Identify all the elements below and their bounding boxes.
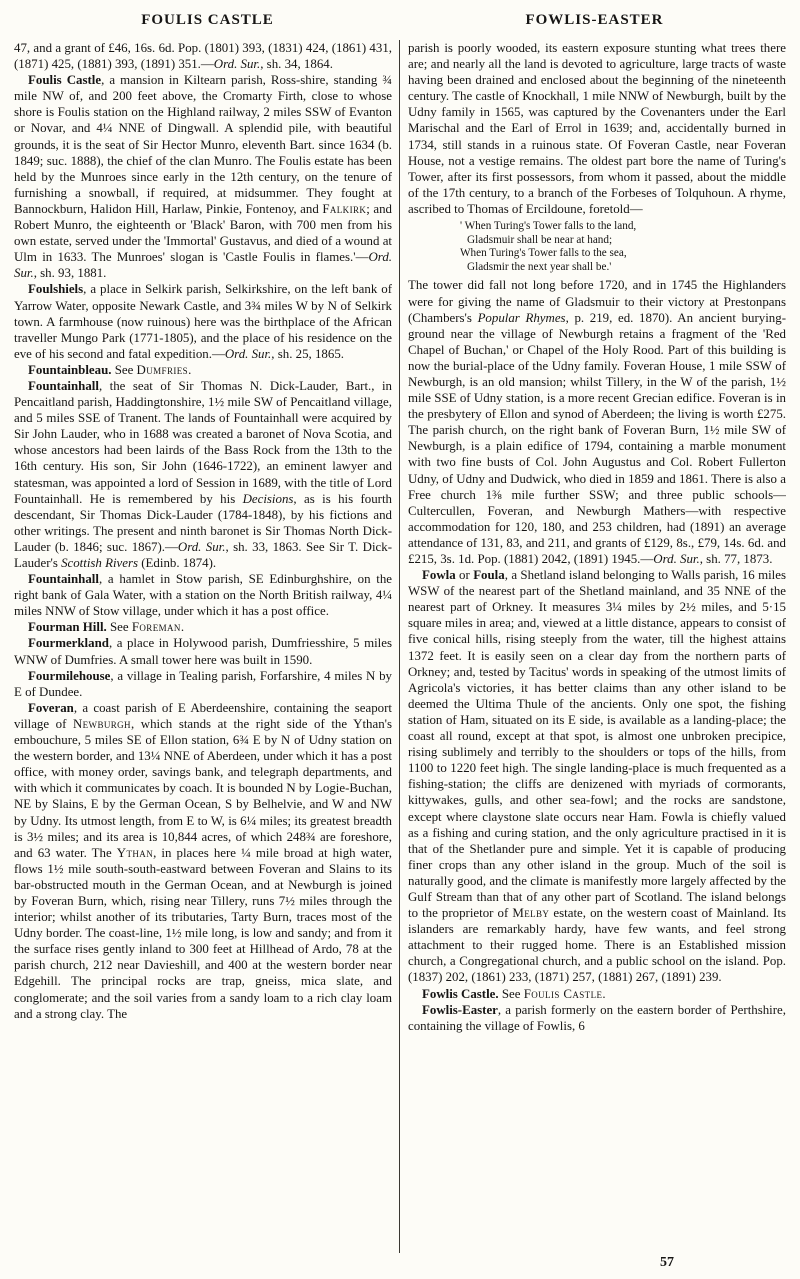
entry-headword: Fowlis Castle. [422,986,499,1001]
cross-reference: Newburgh [72,716,131,731]
running-head-left: FOULIS CASTLE [141,12,274,28]
body-text: See [106,620,132,635]
body-text: , a village in Tealing parish, Forfarshire, 4 miles N by E of Dundee. [14,668,392,699]
entry-headword: Foveran [28,700,74,715]
body-text: or [455,568,474,583]
body-text: Ord. Sur. [653,552,700,566]
entry-headword: Foula [473,568,505,583]
body-text: , the seat of Sir Thomas N. Dick-Lauder, Bart., in Pencaitland parish, Haddingtonshire, 1½ mile SW of Pencaitland village, and 5 miles SSE of Tranent. The lands of Fountainhall were acquired by Sir John Lauder, who in 1688 was created a baronet of Nova Scotia, and whose ancestors had been lairds of the Bass Rock from the 13th to the 16th century. His son, Sir John (1646-1722), an eminent lawyer and statesman, was appointed a lord of Session in 1689, with the title of Lord Fountainhall. He is remembered by his [14,378,392,506]
left-column [14,40,392,1253]
running-heads [14,12,788,29]
entry-headword: Fountainhall [28,572,99,587]
entry-headword: Fourmerkland [28,636,109,651]
entry-paragraph [14,72,392,281]
entry-paragraph [408,1002,786,1034]
verse-line: When Turing's Tower falls to the sea, [460,247,627,260]
cross-reference: Foreman [131,620,181,635]
body-text: . [602,986,606,1001]
body-text: , a hamlet in Stow parish, SE Edinburghshire, on the right bank of Gala Water, with a station on the North British railway, 4¼ miles NNW of Stow village, under which it has a post office. [14,572,392,619]
verse-line: ' When Turing's Tower falls to the land, [460,220,637,233]
entry-paragraph [14,378,392,571]
body-text: Ord. Sur. [177,539,226,554]
body-text: Ord. Sur. [224,346,272,361]
entry-headword: Fountainhall [28,378,99,393]
entry-paragraph [14,668,392,700]
entry-paragraph [14,362,392,378]
body-text: See [498,986,524,1001]
entry-headword: Foulis Castle [28,73,102,88]
body-text: estate, on the western coast of Mainland. Its islanders are remarkably hardy, have few wants, and feel strong attachment to their rugged home. There is an Established mission church, a Congregational church, and a public school on the island. Pop. (1837) 202, (1861) 233, (1871) 257, (1881) 267, (1891) 239. [408,906,786,985]
entry-paragraph [14,635,392,667]
body-text: Decisions [242,491,294,506]
entry-headword: Fourman Hill. [28,620,107,635]
body-text: , which stands at the right side of the Ythan's embouchure, 5 miles SE of Ellon station, 6¾ E by N of Udny station on the western border, and 13¼ NNE of Aberdeen, under which it has a post office, with money order, savings bank, and telegraph departments, and with which it communicates by coach. It is bounded N by Logie-Buchan, NE by Slains, E by the German Ocean, S by Belhelvie, and W and NW by Udny. Its utmost length, from E to W, is 6¼ miles; its greatest breadth is 3½ miles; and its area is 10,844 acres, of which 248¾ are foreshore, and 63 water. The [14,716,392,860]
cross-reference: Falkirk [322,201,367,216]
body-text: Ord. Sur. [14,250,392,281]
body-text: , a coast parish of E Aberdeenshire, containing the seaport village of [14,700,392,731]
continuation-paragraph [14,40,392,72]
cross-reference: Melby [512,906,550,921]
body-text: ; and Robert Munro, the eighteenth or 'Black' Baron, with 700 men from his own estate, served under the 'Immortal' Gustavus, and died of a wound at Ulm in 1633. The Munroes' slogan is 'Castle Foulis in flames.'— [14,201,392,265]
cross-reference: Foulis Castle [523,986,603,1001]
entry-headword: Foulshiels [28,282,84,297]
body-text: , a parish formerly on the eastern border of Perthshire, containing the village of Fowlis, 6 [408,1002,786,1033]
body-text: , sh. 33, 1863. See Sir T. Dick-Lauder's [14,539,392,570]
entry-headword: Fourmilehouse [28,668,111,683]
column-divider-rule [399,40,400,1253]
cross-reference: Ythan [116,845,154,860]
body-text: , sh. 34, 1864. [260,57,333,72]
rhyme-verse [460,220,786,274]
body-text: , sh. 93, 1881. [33,266,107,281]
entry-paragraph [14,571,392,619]
body-text: (Edinb. 1874). [138,556,217,570]
body-text: , as is his fourth descendant, Sir Thomas Dick-Lauder (1784-1848), by his fictions and other writings. The present and ninth baronet is Sir Thomas North Dick-Lauder (b. 1846; suc. 1867).— [14,491,392,554]
right-column [408,40,786,1253]
continuation-paragraph [408,277,786,567]
entry-paragraph [14,281,392,361]
body-text: parish is poorly wooded, its eastern exposure stunting what trees there are; and nearly all the land is devoted to agriculture, large tracts of waste having been drained and enclosed about the beginning of the nineteenth century. The castle of Knockhall, 1 mile NNW of Newburgh, built by the Udny family in 1565, was captured by the Covenanters under the Earl Marischal and the Earl of Errol in 1639; and, accidentally burned in 1734, still stands in a ruinous state. Of Foveran Castle, near Foveran House, not a vestige remains. The oldest part bore the name of Turing's Tower, after its first possessors, from whom it passed, about the middle of the 17th century, to a branch of the Forbeses of Tolquhoun. A rhyme, ascribed to Thomas of Ercildoune, foretold— [408,41,786,216]
body-text: . [180,620,185,635]
page-number: 57 [660,1255,674,1270]
entry-paragraph [14,700,392,1022]
running-head-right: FOWLIS-EASTER [525,12,664,28]
verse-line: Gladsmuir shall be near at hand; [467,233,613,246]
text-columns [14,40,788,1253]
cross-reference: Dumfries [136,362,189,377]
body-text: , a place in Selkirk parish, Selkirkshire, on the left bank of Yarrow Water, opposite Newark Castle, and 3¾ miles W by N of Selkirk town. A farmhouse (now ruinous) here was the birthplace of the African traveller Mungo Park (1771-1805), and the place of his residence on the eve of his second and fatal expedition.— [14,282,392,361]
verse-line: Gladsmir the next year shall be.' [467,260,612,273]
entry-paragraph [408,567,786,985]
body-text: . [188,362,192,377]
entry-paragraph [408,986,786,1002]
body-text: , a mansion in Kiltearn parish, Ross-shire, standing ¾ mile NW of, and 200 feet above, the Cromarty Firth, close to whose shore is Foulis station on the Highland railway, 2 miles SSW of Evanton or Novar, and 4¼ NNE of Dingwall. A splendid pile, with beautiful grounds, it is the seat of Sir Hector Munro, eleventh Bart. since 1634 (b. 1849; suc. 1888), the chief of the clan Munro. The Foulis estate has been held by the Munroes since early in the 12th century, on the tenure of furnishing a snowball, if required, at midsummer. They fought at Bannockburn, Halidon Hill, Harlaw, Pinkie, Fontenoy, and [14,73,392,216]
body-text: 47, and a grant of £46, 16s. 6d. Pop. (1801) 393, (1831) 424, (1861) 431, (1871) 425, (1881) 393, (1891) 351.— [14,41,392,72]
continuation-paragraph [408,40,786,217]
body-text: , in places here ¼ mile broad at high water, flows 1½ mile south-south-eastward between Foveran and Slains to its bar-obstructed mouth in the German Ocean, and at Newburgh is joined by Foveran Burn, which, rising near Tillery, runs 7½ miles through the interior; whilst another of its tributaries, Tarty Burn, traces most of the Udny border. The coast-line, 1½ mile long, is low and sandy; and from it the surface rises gently inland to 300 feet at Hillhead of Ardo, 78 at the parish church, 212 near Davieshill, and 400 at the western border near Edgehill. The principal rocks are trap, gneiss, mica slate, and conglomerate; and the soil varies from a sandy loam to a rich clay loam and a strong clay. The [14,845,392,1021]
body-text: Scottish Rivers [61,556,139,570]
body-text: , p. 219, ed. 1870). An ancient burying-ground near the village of Newburgh retains a fragment of the 'Red Chapel of Buchan,' or Chapel of the Holy Rood. Part of this building is now the burial-place of the Udny family. Foveran House, 1 mile SSW of Newburgh, is an old mansion; whilst Tillery, in the W of the parish, 1½ mile SSE of Udny station, is a more recent Grecian edifice. Foveran is in the presbytery of Ellon and synod of Aberdeen; the living is worth £275. The parish church, on the right bank of Foveran Burn, 1½ mile SW of Newburgh, is a plain edifice of 1794, containing a marble monument with two fine busts of Col. John Augustus and Col. Robert Fullerton Udny, of Udny and Dudwick, who died in 1859 and 1861. There is also a Free church 1⅜ mile further SSW; and three public schools—Cultercullen, Foveran, and Newburgh Mathers—with respective accommodation for 120, 180, and 253 children, had (1891) an average attendance of 131, 83, and 211, and grants of £129, 8s., £79, 14s. 6d. and £215, 3s. 1d. Pop. (1881) 2042, (1891) 1945.— [408,310,786,566]
entry-headword: Fowlis-Easter [422,1002,498,1017]
entry-headword: Fountainbleau. [28,362,112,377]
entry-paragraph [14,619,392,635]
body-text: , a Shetland island belonging to Walls parish, 16 miles WSW of the nearest part of the Shetland mainland, and 35 NNE of the nearest part of Orkney. It measures 3¼ miles by 2½ miles, and 5·15 square miles in area; and, viewed at a little distance, appears to consist of five conical hills, rising steeply from the water, till the highest attains 1372 feet. It is easily seen on a clear day from the northern parts of Orkney; and, tested by Tacitus' words in speaking of the utmost limits of Agricola's victories, it has better claims than any other island to be deemed the Ultima Thule of the ancients. Only one spot, the fishing station of Ham, situated on its E side, is available as a landing-place; the coast all round, except at that spot, is almost one unbroken precipice, rising sublimely and terribly to the shoulders or tops of the hills, from 1100 to 1220 feet high. The single landing-place is much frequented as a fishing-station; the cliffs are denizened with myriads of cormorants, kittywakes, gulls, and other sea-fowl; and the rocks are sandstone, except where claystone slate occurs near Ham. Fowla is chiefly valued as a fishing and curing station, and the only agriculture practised in it is that of the Shetlander pure and simple. Yet it is capable of producing finer crops than any other island in the group. Much of the soil is naturally good, and the climate is manifestly more largely affected by the Gulf Stream than that of any other part of Scotland. The island belongs to the proprietor of [408,568,786,921]
entry-headword: Fowla [422,568,456,583]
body-text: The tower did fall not long before 1720, and in 1745 the Highlanders were for giving the name of Gladsmuir to their victory at Prestonpans (Chambers's [408,278,786,325]
body-text: Popular Rhymes [477,310,566,325]
body-text: , a place in Holywood parish, Dumfriesshire, 5 miles WNW of Dumfries. A small tower here was built in 1590. [14,636,392,667]
body-text: See [111,362,137,377]
body-text: Ord. Sur. [213,57,261,72]
body-text: , sh. 25, 1865. [271,346,344,361]
body-text: , sh. 77, 1873. [699,552,773,566]
